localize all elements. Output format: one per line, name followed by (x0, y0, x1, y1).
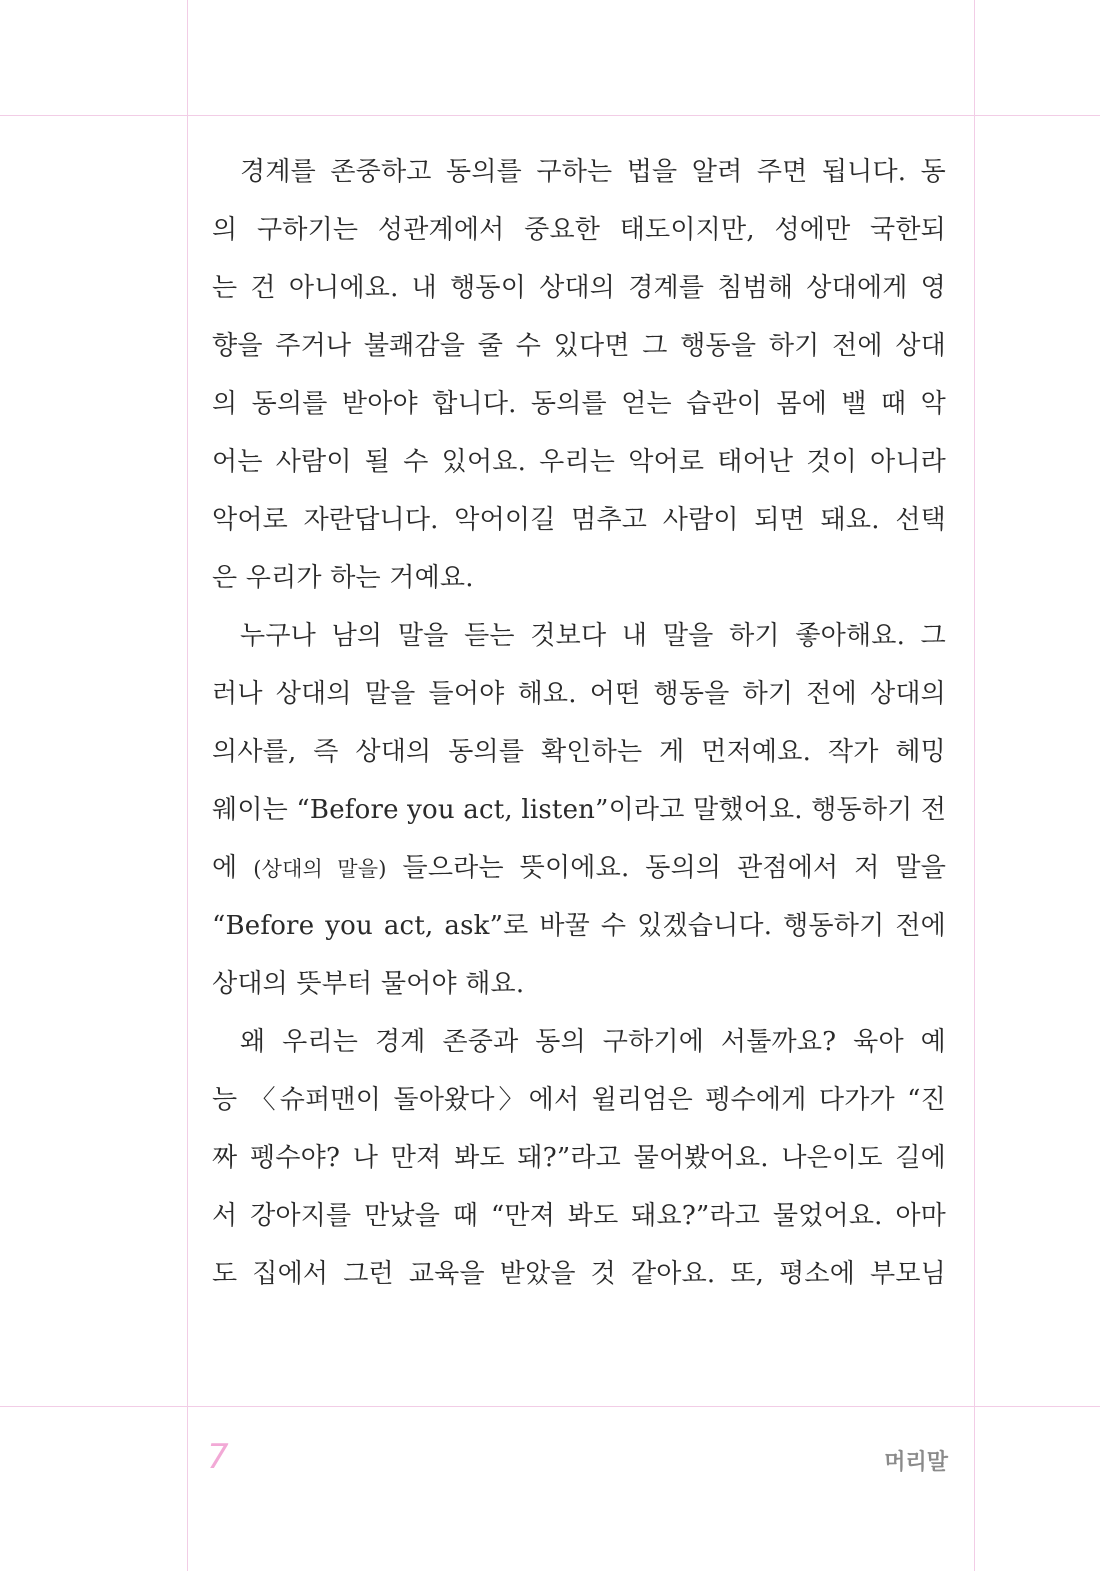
text-line: 누구나 남의 말을 듣는 것보다 내 말을 하기 좋아해요. 그 (240, 621, 946, 651)
text-line: 는 건 아니에요. 내 행동이 상대의 경계를 침범해 상대에게 영 (212, 273, 946, 303)
text-line: 악어로 자란답니다. 악어이길 멈추고 사람이 되면 돼요. 선택 (212, 505, 946, 535)
text-line: 도 집에서 그런 교육을 받았을 것 같아요. 또, 평소에 부모님 (212, 1259, 946, 1289)
text-line: 능 〈슈퍼맨이 돌아왔다〉에서 윌리엄은 펭수에게 다가가 “진 (212, 1085, 946, 1115)
text-line: 서 강아지를 만났을 때 “만져 봐도 돼요?”라고 물었어요. 아마 (212, 1201, 946, 1231)
text-line (212, 839, 946, 897)
text-line: 어는 사람이 될 수 있어요. 우리는 악어로 태어난 것이 아니라 (212, 447, 946, 477)
text-line: 의 동의를 받아야 합니다. 동의를 얻는 습관이 몸에 밸 때 악 (212, 389, 946, 419)
margin-guide-top (0, 115, 1100, 116)
text-fragment: 에 (212, 853, 254, 883)
text-line: 의 구하기는 성관계에서 중요한 태도이지만, 성에만 국한되 (212, 215, 946, 245)
text-line: 웨이는 “Before you act, listen”이라고 말했어요. 행동하기 전 (212, 795, 947, 825)
text-line: 짜 펭수야? 나 만져 봐도 돼?”라고 물어봤어요. 나은이도 길에 (212, 1143, 946, 1173)
margin-guide-bottom (0, 1406, 1100, 1407)
text-line: 은 우리가 하는 거예요. (212, 563, 474, 593)
text-line: 경계를 존중하고 동의를 구하는 법을 알려 주면 됩니다. 동 (240, 157, 946, 187)
text-fragment: 들으라는 뜻이에요. 동의의 관점에서 저 말을 (386, 853, 947, 883)
parenthetical-note: (상대의 말을) (253, 857, 387, 881)
text-line: 향을 주거나 불쾌감을 줄 수 있다면 그 행동을 하기 전에 상대 (212, 331, 946, 361)
running-head: 머리말 (884, 1450, 948, 1475)
margin-guide-right (974, 0, 975, 1571)
margin-guide-left (187, 0, 188, 1571)
text-line: 러나 상대의 말을 들어야 해요. 어떤 행동을 하기 전에 상대의 (212, 679, 946, 709)
text-line: 의사를, 즉 상대의 동의를 확인하는 게 먼저예요. 작가 헤밍 (212, 737, 946, 767)
body-text (212, 143, 946, 1303)
text-line: 상대의 뜻부터 물어야 해요. (212, 969, 525, 999)
text-line: “Before you act, ask”로 바꿀 수 있겠습니다. 행동하기 전에 (212, 911, 946, 941)
page-number: 7 (207, 1437, 229, 1477)
text-line: 왜 우리는 경계 존중과 동의 구하기에 서툴까요? 육아 예 (240, 1027, 946, 1057)
